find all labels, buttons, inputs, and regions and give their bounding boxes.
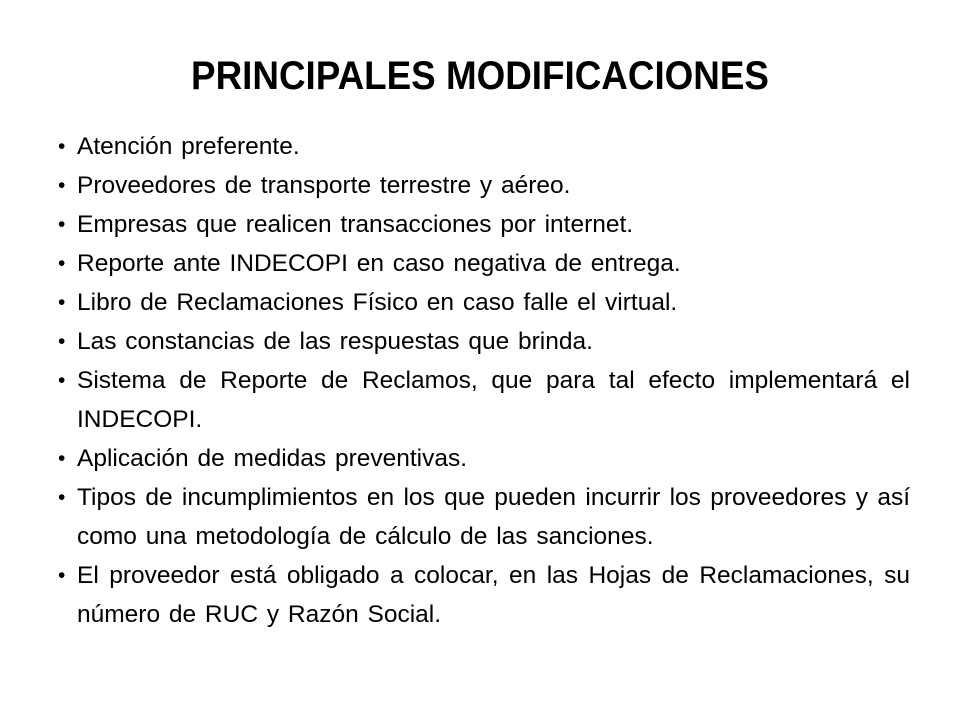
bullet-item [58,283,910,322]
bullet-icon: • [58,369,66,392]
bullet-icon: • [58,447,66,470]
bullet-list [58,127,910,634]
bullet-text: Las constancias de las respuestas que brinda. [77,328,593,355]
bullet-item [58,478,910,556]
bullet-item [58,127,910,166]
bullet-text: Libro de Reclamaciones Físico en caso falle el virtual. [77,289,678,316]
bullet-text: Proveedores de transporte terrestre y aéreo. [77,172,571,199]
slide-title: PRINCIPALES MODIFICACIONES [191,54,769,98]
bullet-icon: • [58,174,66,197]
bullet-icon: • [58,330,66,353]
bullet-item [58,244,910,283]
bullet-text: Atención preferente. [77,133,300,160]
bullet-icon: • [58,213,66,236]
bullet-item [58,166,910,205]
bullet-icon: • [58,486,66,509]
bullet-text: Sistema de Reporte de Reclamos, que para tal efecto implementará el INDECOPI. [77,367,910,433]
bullet-icon: • [58,291,66,314]
bullet-text: El proveedor está obligado a colocar, en las Hojas de Reclamaciones, su número de RUC y Razón Social. [77,562,910,628]
bullet-text: Tipos de incumplimientos en los que pueden incurrir los proveedores y así como una metodología de cálculo de las sanciones. [77,484,910,550]
bullet-text: Aplicación de medidas preventivas. [77,445,468,472]
bullet-icon: • [58,564,66,587]
bullet-text: Empresas que realicen transacciones por internet. [77,211,634,238]
bullet-text: Reporte ante INDECOPI en caso negativa de entrega. [77,250,681,277]
bullet-icon: • [58,252,66,275]
bullet-item [58,556,910,634]
bullet-item [58,322,910,361]
bullet-icon: • [58,135,66,158]
bullet-item [58,439,910,478]
bullet-item [58,205,910,244]
bullet-item [58,361,910,439]
